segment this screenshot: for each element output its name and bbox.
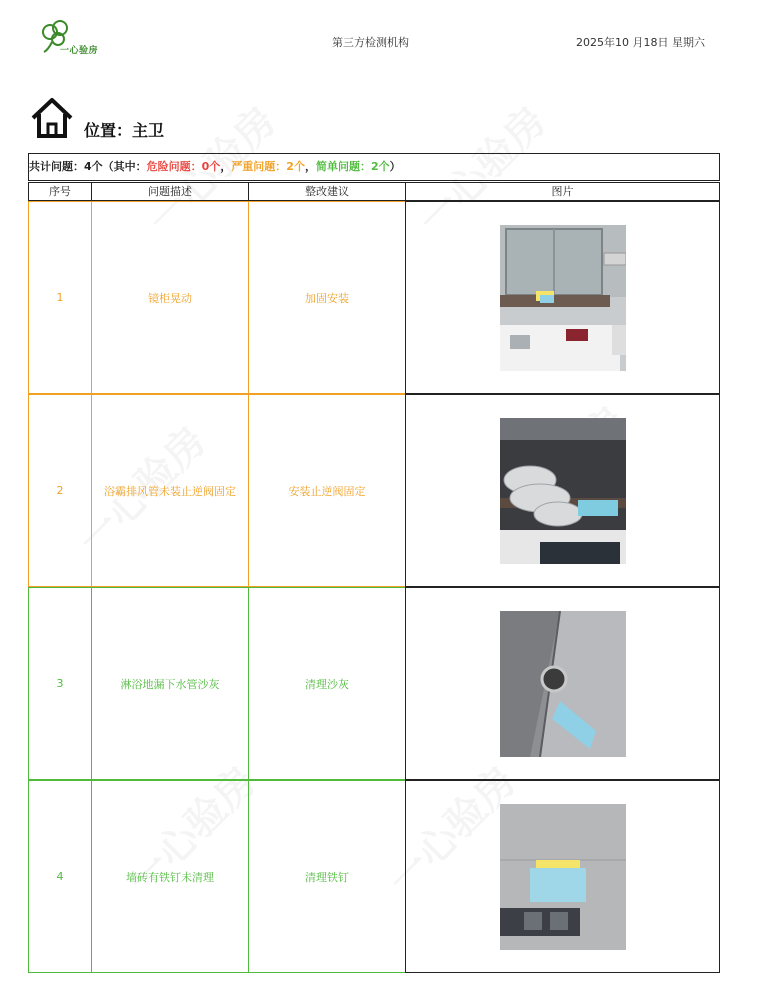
exhaust-pipe-photo[interactable] [500,418,626,564]
table-row [28,394,720,587]
row-description: 墙砖有铁钉未清理 [91,780,249,973]
summary-prefix: 共计问题：4个（其中： [29,160,147,173]
house-icon [30,96,74,140]
page-header [0,0,760,80]
row-suggestion: 加固安装 [248,201,406,394]
row-image-cell [405,201,720,394]
header-index: 序号 [28,182,92,201]
row-suggestion: 安装止逆阀固定 [248,394,406,587]
mirror-cabinet-photo[interactable] [500,225,626,371]
row-image-cell [405,394,720,587]
location-label: 位置：主卫 [84,121,165,140]
report-date: 2025年10 月18日 星期六 [576,36,705,49]
row-image-cell [405,587,720,780]
row-suggestion: 清理沙灰 [248,587,406,780]
logo-text: 一心验房 [60,46,99,56]
table-row [28,201,720,394]
organization-name: 第三方检测机构 [332,36,409,49]
row-image-cell [405,780,720,973]
row-index: 3 [28,587,92,780]
row-index: 2 [28,394,92,587]
summary-serious: 严重问题：2个 [231,160,305,173]
location-heading [30,96,430,142]
row-description: 镜柜晃动 [91,201,249,394]
table-header [28,182,720,201]
summary-separator: ， [220,160,232,173]
header-suggestion: 整改建议 [248,182,406,201]
row-index: 1 [28,201,92,394]
summary-separator: ， [304,160,316,173]
floor-drain-photo[interactable] [500,611,626,757]
table-row [28,780,720,973]
summary-danger: 危险问题：0个 [146,160,221,173]
row-suggestion: 清理铁钉 [248,780,406,973]
header-description: 问题描述 [91,182,249,201]
summary-simple: 简单问题：2个 [315,160,390,173]
table-row [28,587,720,780]
row-index: 4 [28,780,92,973]
header-image: 图片 [405,182,720,201]
summary-suffix: ） [389,160,401,173]
issue-summary [28,153,720,181]
wall-tile-nail-photo[interactable] [500,804,626,950]
row-description: 浴霸排风管未装止逆阀固定 [91,394,249,587]
row-description: 淋浴地漏下水管沙灰 [91,587,249,780]
